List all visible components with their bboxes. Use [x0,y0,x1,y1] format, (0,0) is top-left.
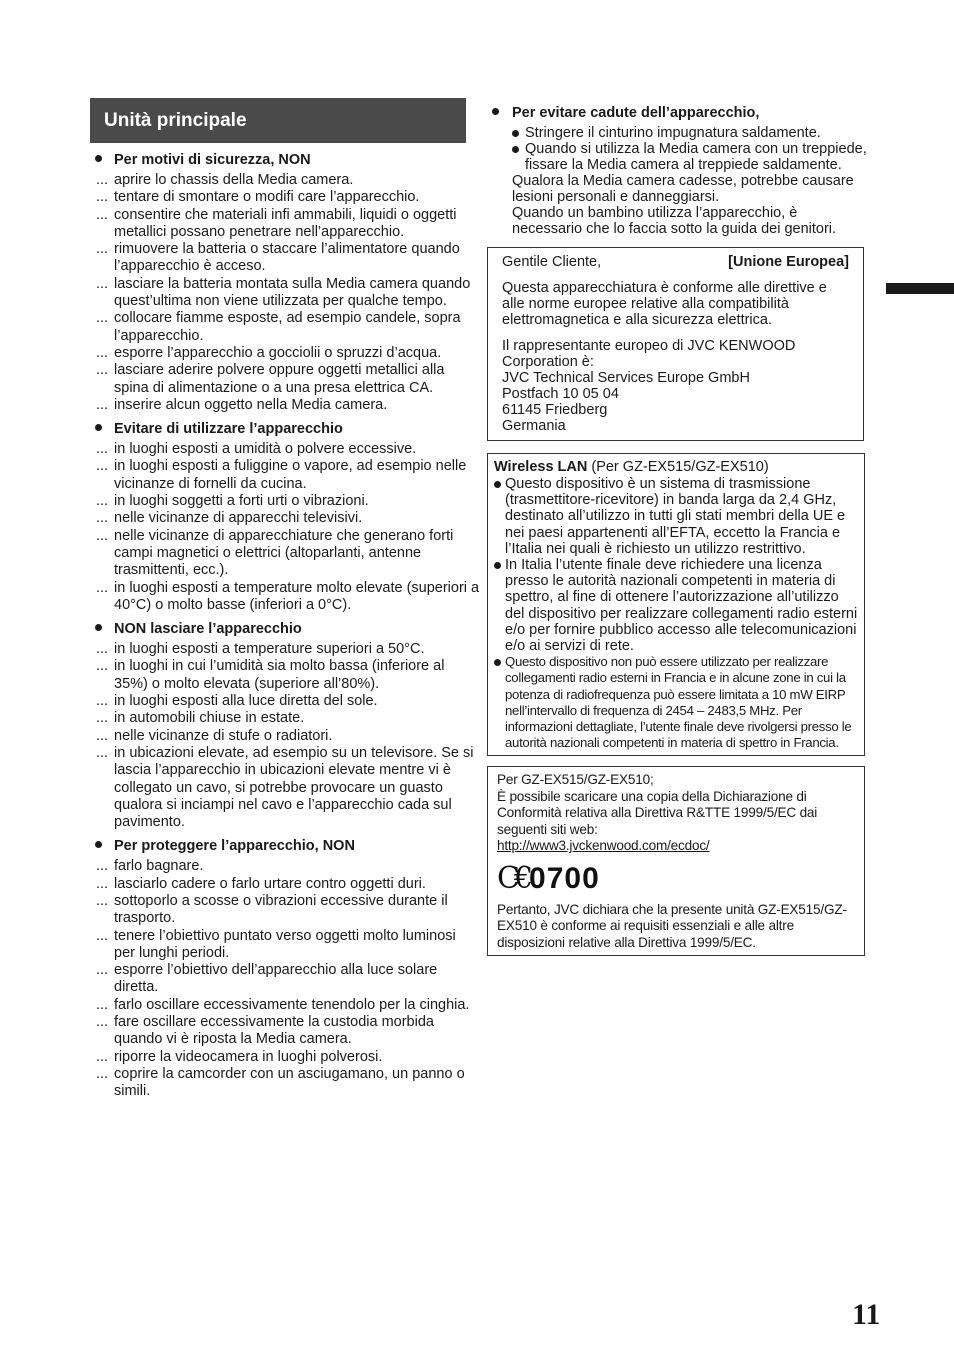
ce-mark-icon [497,859,856,899]
item-list [511,125,867,173]
declaration-text: È possibile scaricare una copia della Dichiarazione di Conformità relativa alla Direttiva R&TTE 1999/5/EC dai seguenti siti web: [497,788,818,837]
list-item: ... consentire che materiali infi ammabili, liquidi o oggetti metallici possano penetrare nell’apparecchio. [90,207,480,242]
page-number: 11 [852,1298,881,1331]
eu-greeting: Gentile Cliente, [502,254,602,270]
list-item: ... coprire la camcorder con un asciugamano, un panno o simili. [90,1066,480,1101]
bullet-icon [512,130,519,137]
list-item: ... in luoghi esposti alla luce diretta del sole. [90,693,480,710]
section-title: Unità principale [90,98,466,143]
list-item: ... lasciare aderire polvere oppure oggetti metallici alla spina di alimentazione o a una presa elettrica CA. [90,362,480,397]
bullet-icon [95,841,102,848]
list-item: ... lasciare la batteria montata sulla Media camera quando quest’ultima non viene utilizzata per qualche tempo. [90,276,480,311]
eu-notice-box [487,247,864,441]
list-item: ... tenere l’obiettivo puntato verso oggetti molto luminosi per lunghi periodi. [90,928,480,963]
list-item: ... nelle vicinanze di apparecchi televisivi. [90,510,480,527]
ce-logo: C€ [497,860,528,896]
list-item: Questo dispositivo non può essere utilizzato per realizzare collegamenti radio esterni in Francia e in alcune zone in cui la potenza di radiofrequenza può essere limitata a 10 mW EIRP nell’intervallo di frequenza di 2454 – 2483,5 MHz. Per informazioni dettagliate, l’utente finale deve rivolgersi presso le autorità nazionali competenti in materia di spettro in Francia. [494,654,860,751]
bullet-icon [512,146,519,153]
list-item: ... in ubicazioni elevate, ad esempio su un televisore. Se si lascia l’apparecchio in ubicazioni elevate mentre vi è collegato un cavo, si potrebbe provocare un guasto qualora si inciampi nel cavo e l’apparecchio cada sul pavimento. [90,745,480,831]
list-item: ... rimuovere la batteria o staccare l’alimentatore quando l’apparecchio è acceso. [90,241,480,276]
list-item: Quando si utilizza la Media camera con un treppiede, fissare la Media camera al treppiede saldamente. [511,141,867,173]
side-tab-marker [886,283,954,294]
item-list [90,441,480,614]
declaration-box [487,766,865,956]
bullet-icon [494,562,501,569]
list-item: ... tentare di smontare o modifi care l’apparecchio. [90,189,480,206]
list-item: ... lasciarlo cadere o farlo urtare contro oggetti duri. [90,876,480,893]
list-item: ... fare oscillare eccessivamente la custodia morbida quando vi è riposta la Media camera. [90,1014,480,1049]
list-item: ... in luoghi esposti a umidità o polvere eccessive. [90,441,480,458]
list-item: In Italia l’utente finale deve richiedere una licenza presso le autorità nazionali competenti in materia di spettro, al fine di ottenere l’autorizzazione all’utilizzo del dispositivo per realizzare collegamenti radio esterni e/o per fornire pubblico accesso alle telecomunicazioni e/o ai servizi di rete. [494,557,860,654]
list-item: ... in luoghi esposti a temperature molto elevate (superiori a 40°C) o molto basse (inferiori a 0°C). [90,580,480,615]
bullet-icon [95,424,102,431]
wlan-title: Wireless LAN (Per GZ-EX515/GZ-EX510) [494,459,769,475]
list-item: ... in luoghi in cui l’umidità sia molto bassa (inferiore al 35%) o molto elevata (superiore all’80%). [90,658,480,693]
list-item: ... esporre l’obiettivo dell’apparecchio alla luce solare diretta. [90,962,480,997]
eu-region: [Unione Europea] [728,254,849,270]
fall-prevention [487,104,867,237]
item-list [90,641,480,831]
bullet-icon [95,155,102,162]
list-item: ... in automobili chiuse in estate. [90,710,480,727]
group-title: Evitare di utilizzare l’apparecchio [90,420,480,438]
declaration-conclusion: Pertanto, JVC dichiara che la presente unità GZ-EX515/GZ-EX510 è conforme ai requisiti essenziali e alle altre disposizioni relative alla Direttiva 1999/5/EC. [497,901,847,950]
ce-number: 0700 [529,861,600,895]
left-column [90,98,480,1101]
list-item: ... riporre la videocamera in luoghi polverosi. [90,1049,480,1066]
fall-note-1: Qualora la Media camera cadesse, potrebbe causare lesioni personali e danneggiarsi. [512,173,854,205]
bullet-icon [492,108,499,115]
safety-group-not [90,151,480,414]
declaration-models: Per GZ-EX515/GZ-EX510; [497,772,654,788]
right-column [487,98,867,956]
list-item: ... sottoporlo a scosse o vibrazioni eccessive durante il trasporto. [90,893,480,928]
declaration-link[interactable]: http://www3.jvckenwood.com/ecdoc/ [497,838,710,854]
safety-group-protect [90,837,480,1100]
list-item: Questo dispositivo è un sistema di trasmissione (trasmettitore-ricevitore) in banda larga da 2,4 GHz, destinato all’utilizzo in tutti gli stati membri della UE e nei paesi appartenenti all’EFTA, eccetto la Francia e l’Italia nei quali è richiesto un utilizzo restrittivo. [494,476,860,557]
fall-note-2: Quando un bambino utilizza l’apparecchio, è necessario che lo faccia sotto la guida dei genitori. [512,205,837,237]
list-item: ... farlo oscillare eccessivamente tenendolo per la cinghia. [90,997,480,1014]
list-item: ... in luoghi soggetti a forti urti o vibrazioni. [90,493,480,510]
eu-header [502,254,849,271]
list-item: ... farlo bagnare. [90,858,480,875]
list-item: ... nelle vicinanze di stufe o radiatori. [90,728,480,745]
safety-group-avoid [90,420,480,614]
group-title: Per motivi di sicurezza, NON [90,151,480,169]
list-item: ... in luoghi esposti a fuliggine o vapore, ad esempio nelle vicinanze di fornelli da cucina. [90,458,480,493]
item-list [494,476,860,751]
item-list [90,858,480,1100]
group-title: NON lasciare l’apparecchio [90,620,480,638]
list-item: ... in luoghi esposti a temperature superiori a 50°C. [90,641,480,658]
eu-paragraph: Questa apparecchiatura è conforme alle direttive e alle norme europee relative alla compatibilità elettromagnetica e alla sicurezza elettrica. [502,280,827,328]
item-list [90,172,480,414]
wireless-lan-box [487,453,865,756]
bullet-icon [494,659,501,666]
list-item: ... inserire alcun oggetto nella Media camera. [90,397,480,414]
list-item: Stringere il cinturino impugnatura saldamente. [511,125,867,141]
list-item: ... nelle vicinanze di apparecchiature che generano forti campi magnetici o elettrici (altoparlanti, antenne trasmittenti, ecc.). [90,528,480,580]
list-item: ... collocare fiamme esposte, ad esempio candele, sopra l’apparecchio. [90,310,480,345]
group-title: Per evitare cadute dell’apparecchio, [487,104,867,122]
list-item: ... esporre l’apparecchio a gocciolii o spruzzi d’acqua. [90,345,480,362]
group-title: Per proteggere l’apparecchio, NON [90,837,480,855]
list-item: ... aprire lo chassis della Media camera. [90,172,480,189]
bullet-icon [494,481,501,488]
eu-representative: Il rappresentante europeo di JVC KENWOOD Corporation è: JVC Technical Services Europe GmbH Postfach 10 05 04 61145 Friedberg Germania [502,338,796,434]
safety-group-do-not-leave [90,620,480,831]
bullet-icon [95,624,102,631]
